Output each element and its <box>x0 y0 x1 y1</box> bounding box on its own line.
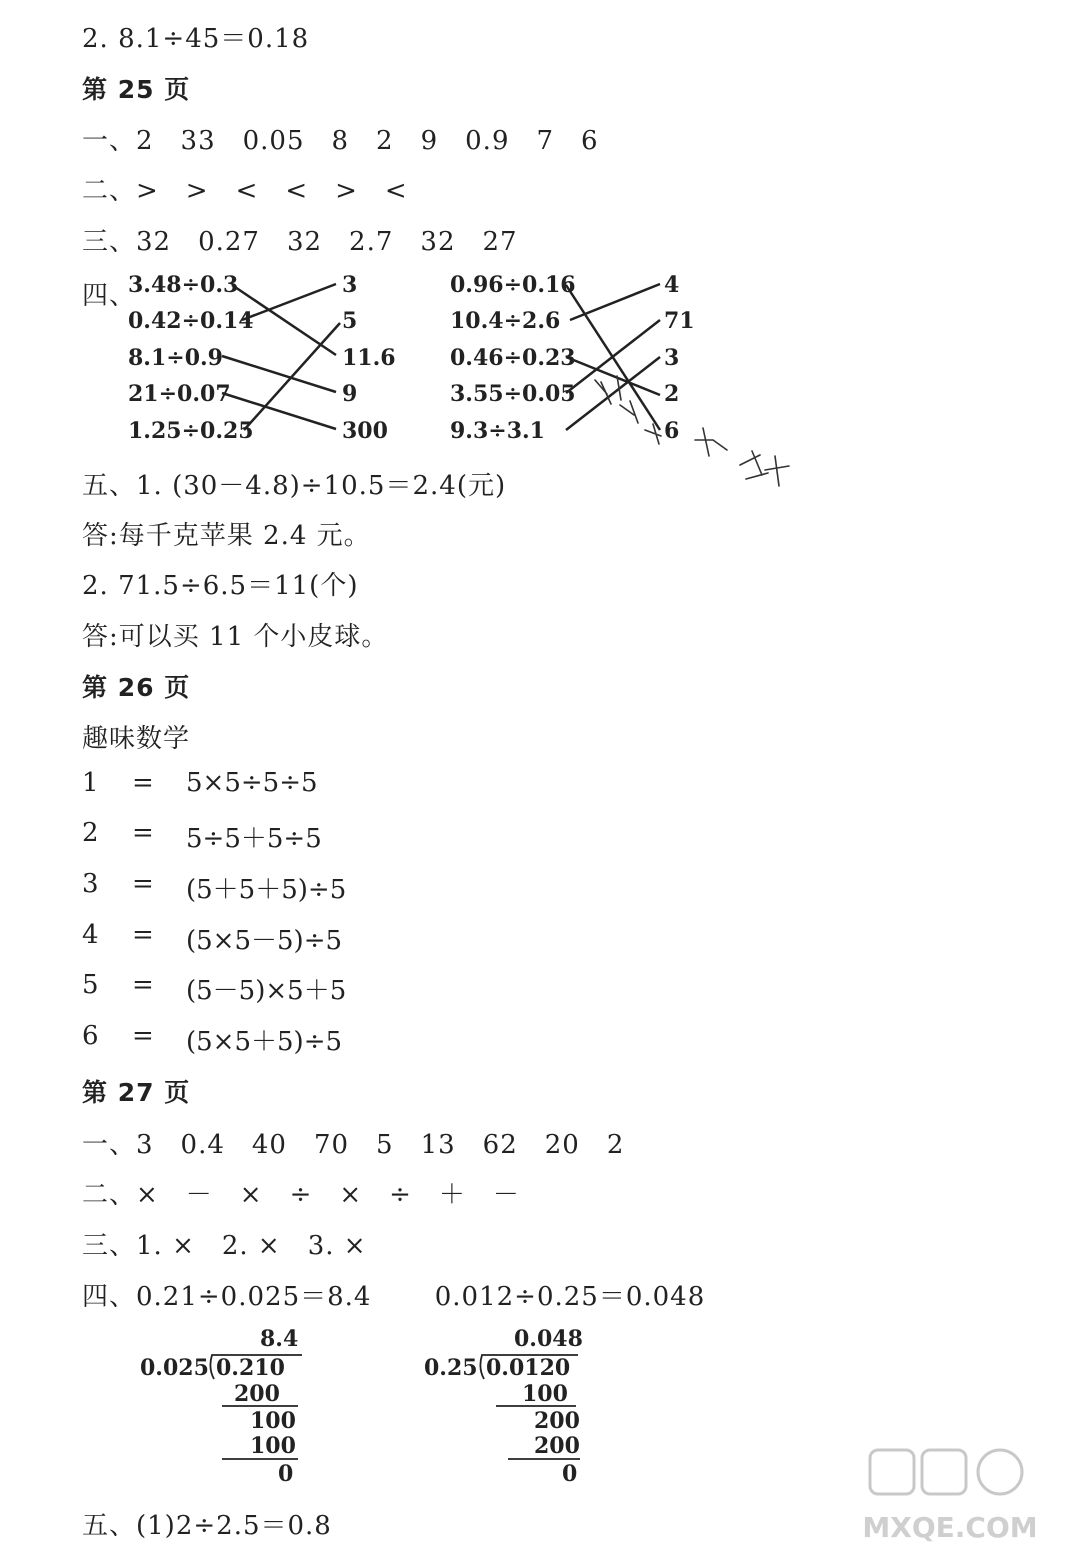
match-left-result: 11.6 <box>342 345 396 371</box>
match-right-result: 71 <box>664 308 695 334</box>
long-div-step: 200 <box>534 1408 580 1434</box>
match-left-expr: 0.42÷0.14 <box>128 308 254 334</box>
watermark-logo-icon <box>860 1442 1040 1552</box>
fun-math-expression: (5×5＋5)÷5 <box>186 1027 343 1057</box>
match-left-result: 300 <box>342 418 388 444</box>
p24-q2: 2. 8.1÷45＝0.18 <box>82 24 310 54</box>
p27-section-5: 五、(1)2÷2.5＝0.8 <box>82 1511 332 1541</box>
fun-math-expression: (5×5－5)÷5 <box>186 926 343 956</box>
long-div-step: 0 <box>562 1461 578 1487</box>
fun-math-number: 1 <box>82 768 99 798</box>
fun-math-number: 5 <box>82 970 99 1000</box>
p25-section-2: 二、> > < < > < <box>82 176 408 206</box>
long-div-divisor: 0.25 <box>424 1355 478 1381</box>
match-right-result: 4 <box>664 272 680 298</box>
long-div-divisor: 0.025 <box>140 1355 209 1381</box>
match-right-result: 2 <box>664 381 680 407</box>
long-div-step: 100 <box>522 1381 568 1407</box>
match-right-expr: 0.96÷0.16 <box>450 272 576 298</box>
p25-answer-2: 答:可以买 11 个小皮球。 <box>82 622 389 652</box>
page-heading-25: 第 25 页 <box>82 75 191 104</box>
match-right-result: 6 <box>664 418 680 444</box>
match-left-expr: 8.1÷0.9 <box>128 345 223 371</box>
p25-section-5: 五、1. (30－4.8)÷10.5＝2.4(元) <box>82 471 507 501</box>
long-div-dividend: 0.210 <box>216 1355 285 1381</box>
fun-math-equals: = <box>132 920 154 950</box>
fun-math-number: 2 <box>82 818 99 848</box>
match-left-result: 9 <box>342 381 358 407</box>
p25-answer-1: 答:每千克苹果 2.4 元。 <box>82 521 371 551</box>
fun-math-expression: (5－5)×5＋5 <box>186 976 347 1006</box>
p25-section-5-2: 2. 71.5÷6.5＝11(个) <box>82 571 359 601</box>
fun-math-expression: (5＋5＋5)÷5 <box>186 875 347 905</box>
long-div-dividend: 0.0120 <box>486 1355 571 1381</box>
p25-section-3: 三、32 0.27 32 2.7 32 27 <box>82 227 518 257</box>
match-right-expr: 10.4÷2.6 <box>450 308 561 334</box>
long-div-step: 0 <box>278 1461 294 1487</box>
page-heading-27: 第 27 页 <box>82 1078 191 1107</box>
fun-math-expression: 5÷5＋5÷5 <box>186 824 322 854</box>
match-left-expr: 3.48÷0.3 <box>128 272 239 298</box>
match-right-expr: 3.55÷0.05 <box>450 381 576 407</box>
match-right-expr: 0.46÷0.23 <box>450 345 576 371</box>
svg-text:MXQE.COM: MXQE.COM <box>862 1511 1038 1544</box>
long-div-step: 200 <box>534 1433 580 1459</box>
page-heading-26: 第 26 页 <box>82 673 191 702</box>
p25-section-4-label: 四、 <box>82 281 137 311</box>
match-left-result: 5 <box>342 308 358 334</box>
match-left-result: 3 <box>342 272 358 298</box>
p27-section-3: 三、1. × 2. × 3. × <box>82 1231 367 1261</box>
long-div-step: 100 <box>250 1433 296 1459</box>
fun-math-equals: = <box>132 1021 154 1051</box>
match-right-result: 3 <box>664 345 680 371</box>
fun-math-number: 3 <box>82 869 99 899</box>
match-left-expr: 21÷0.07 <box>128 381 231 407</box>
long-div-quotient: 0.048 <box>514 1326 583 1352</box>
fun-math-number: 4 <box>82 920 99 950</box>
fun-math-equals: = <box>132 768 154 798</box>
match-right-expr: 9.3÷3.1 <box>450 418 545 444</box>
p25-section-1: 一、2 33 0.05 8 2 9 0.9 7 6 <box>82 126 599 156</box>
p27-section-1: 一、3 0.4 40 70 5 13 62 20 2 <box>82 1130 625 1160</box>
fun-math-title: 趣味数学 <box>82 724 191 754</box>
p27-section-4: 四、0.21÷0.025＝8.4 0.012÷0.25＝0.048 <box>82 1282 706 1312</box>
fun-math-expression: 5×5÷5÷5 <box>186 768 318 798</box>
fun-math-equals: = <box>132 970 154 1000</box>
long-div-step: 100 <box>250 1408 296 1434</box>
long-div-quotient: 8.4 <box>260 1326 299 1352</box>
match-left-expr: 1.25÷0.25 <box>128 418 254 444</box>
long-div-step: 200 <box>234 1381 280 1407</box>
p27-section-2: 二、× － × ÷ × ÷ ＋ － <box>82 1180 520 1210</box>
fun-math-equals: = <box>132 869 154 899</box>
fun-math-number: 6 <box>82 1021 99 1051</box>
fun-math-equals: = <box>132 818 154 848</box>
